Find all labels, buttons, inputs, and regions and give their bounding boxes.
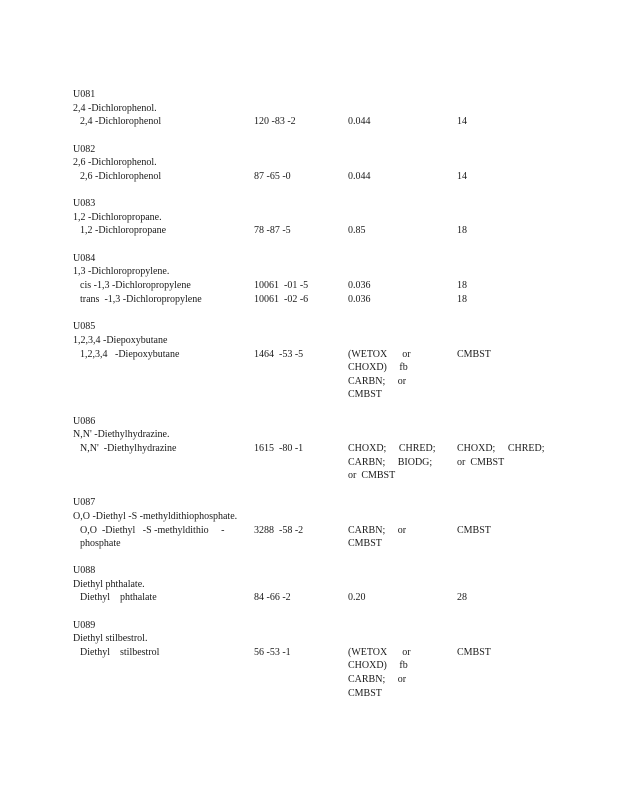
waste-title: 1,2 -Dichloropropane. bbox=[73, 211, 162, 223]
wastewater-standard-line: or CMBST bbox=[348, 470, 396, 482]
constituent-row bbox=[73, 646, 593, 700]
cas-number: 56 -53 -1 bbox=[254, 646, 291, 658]
wastewater-standard-line: CARBN; BIODG; bbox=[348, 456, 433, 468]
constituent-name bbox=[73, 348, 250, 362]
nonwastewater-standard bbox=[457, 524, 567, 538]
waste-title: 2,6 -Dichlorophenol. bbox=[73, 157, 157, 169]
waste-code: U084 bbox=[73, 252, 96, 264]
cas-number: 10061 -02 -6 bbox=[254, 293, 309, 305]
wastewater-standard bbox=[348, 115, 448, 129]
wastewater-standard-line: CMBST bbox=[348, 538, 382, 550]
nonwastewater-standard bbox=[457, 442, 567, 469]
wastewater-standard bbox=[348, 170, 448, 184]
waste-entry bbox=[73, 197, 593, 238]
waste-code: U081 bbox=[73, 89, 96, 100]
constituent-row bbox=[73, 591, 593, 605]
wastewater-standard-line: 0.036 bbox=[348, 293, 371, 305]
cas-number: 1615 -80 -1 bbox=[254, 443, 304, 455]
waste-title: N,N' -Diethylhydrazine. bbox=[73, 429, 170, 441]
constituent-name bbox=[73, 293, 250, 307]
waste-code: U086 bbox=[73, 415, 96, 427]
constituent-name bbox=[73, 115, 250, 129]
nonwastewater-standard bbox=[457, 115, 567, 129]
nonwastewater-standard-line: 18 bbox=[457, 279, 467, 291]
cas-number: 120 -83 -2 bbox=[254, 116, 296, 128]
constituent-name bbox=[73, 524, 250, 551]
constituent-name-line: 1,2 -Dichloropropane bbox=[80, 225, 167, 237]
cas-number: 10061 -01 -5 bbox=[254, 279, 309, 291]
wastewater-standard bbox=[348, 442, 448, 483]
waste-title: 1,2,3,4 -Diepoxybutane bbox=[73, 334, 168, 346]
wastewater-standard-line: CARBN; or bbox=[348, 674, 407, 685]
constituent-name bbox=[73, 591, 250, 605]
waste-title: Diethyl stilbestrol. bbox=[73, 633, 148, 645]
constituent-name bbox=[73, 170, 250, 184]
nonwastewater-standard-line: CHOXD; CHRED; bbox=[457, 443, 545, 455]
nonwastewater-standard-line: CMBST bbox=[457, 348, 491, 360]
nonwastewater-standard-line: 18 bbox=[457, 293, 467, 305]
constituent-name-line: cis -1,3 -Dichloropropylene bbox=[80, 279, 191, 291]
nonwastewater-standard bbox=[457, 646, 567, 660]
wastewater-standard bbox=[348, 293, 448, 307]
constituent-row bbox=[73, 524, 593, 551]
constituent-row bbox=[73, 442, 593, 483]
constituent-name-line: 2,6 -Dichlorophenol bbox=[80, 170, 162, 182]
cas-number: 87 -65 -0 bbox=[254, 170, 291, 182]
waste-entry bbox=[73, 143, 593, 184]
cas-number: 78 -87 -5 bbox=[254, 225, 291, 237]
document-body bbox=[73, 88, 593, 713]
constituent-name bbox=[73, 279, 250, 293]
nonwastewater-standard-line: 14 bbox=[457, 170, 467, 182]
wastewater-standard bbox=[348, 348, 448, 402]
constituent-name-line: phosphate bbox=[80, 538, 121, 550]
waste-code: U089 bbox=[73, 619, 96, 631]
waste-entry bbox=[73, 320, 593, 401]
nonwastewater-standard bbox=[457, 293, 567, 307]
waste-title: 2,4 -Dichlorophenol. bbox=[73, 102, 157, 114]
constituent-row bbox=[73, 348, 593, 402]
waste-entry bbox=[73, 496, 593, 550]
wastewater-standard-line: 0.85 bbox=[348, 225, 366, 237]
nonwastewater-standard bbox=[457, 348, 567, 362]
waste-code: U087 bbox=[73, 497, 96, 509]
wastewater-standard-line: 0.044 bbox=[348, 170, 371, 182]
cas-number: 3288 -58 -2 bbox=[254, 524, 304, 536]
wastewater-standard-line: CHOXD) fb bbox=[348, 660, 408, 672]
constituent-name bbox=[73, 646, 250, 660]
wastewater-standard-line: (WETOX or bbox=[348, 646, 411, 658]
waste-entry bbox=[73, 252, 593, 307]
constituent-name bbox=[73, 442, 250, 456]
constituent-name-line: O,O -Diethyl -S -methyldithio - bbox=[80, 524, 225, 536]
wastewater-standard-line: 0.20 bbox=[348, 592, 366, 604]
wastewater-standard bbox=[348, 279, 448, 293]
nonwastewater-standard-line: or CMBST bbox=[457, 456, 505, 468]
waste-title: Diethyl phthalate. bbox=[73, 578, 145, 590]
nonwastewater-standard-line: 14 bbox=[457, 116, 467, 128]
nonwastewater-standard-line: 18 bbox=[457, 225, 467, 237]
cas-number: 84 -66 -2 bbox=[254, 592, 291, 604]
nonwastewater-standard bbox=[457, 170, 567, 184]
constituent-row bbox=[73, 224, 593, 238]
waste-entry bbox=[73, 88, 593, 129]
constituent-name-line: 1,2,3,4 -Diepoxybutane bbox=[80, 348, 180, 360]
nonwastewater-standard-line: CMBST bbox=[457, 524, 491, 536]
constituent-row bbox=[73, 293, 593, 307]
constituent-name-line: N,N' -Diethylhydrazine bbox=[80, 443, 177, 455]
wastewater-standard-line: 0.036 bbox=[348, 279, 371, 291]
nonwastewater-standard bbox=[457, 591, 567, 605]
wastewater-standard-line: CARBN; or bbox=[348, 524, 407, 536]
waste-code: U082 bbox=[73, 143, 96, 155]
wastewater-standard-line: (WETOX or bbox=[348, 348, 411, 360]
waste-code: U085 bbox=[73, 321, 96, 333]
constituent-row bbox=[73, 115, 593, 129]
wastewater-standard-line: CHOXD) fb bbox=[348, 362, 408, 374]
wastewater-standard-line: 0.044 bbox=[348, 116, 371, 128]
waste-code: U088 bbox=[73, 565, 96, 577]
constituent-name-line: Diethyl stilbestrol bbox=[80, 646, 160, 658]
wastewater-standard bbox=[348, 224, 448, 238]
constituent-name bbox=[73, 224, 250, 238]
waste-title: O,O -Diethyl -S -methyldithiophosphate. bbox=[73, 511, 238, 523]
constituent-name-line: trans -1,3 -Dichloropropylene bbox=[80, 293, 202, 305]
wastewater-standard bbox=[348, 524, 448, 551]
waste-entry bbox=[73, 415, 593, 483]
nonwastewater-standard-line: 28 bbox=[457, 592, 467, 604]
waste-title: 1,3 -Dichloropropylene. bbox=[73, 266, 170, 278]
wastewater-standard bbox=[348, 591, 448, 605]
wastewater-standard bbox=[348, 646, 448, 700]
nonwastewater-standard bbox=[457, 224, 567, 238]
wastewater-standard-line: CARBN; or bbox=[348, 375, 407, 387]
constituent-name-line: 2,4 -Dichlorophenol bbox=[80, 116, 162, 128]
waste-entry bbox=[73, 619, 593, 700]
constituent-row bbox=[73, 279, 593, 293]
wastewater-standard-line: CMBST bbox=[348, 389, 382, 401]
nonwastewater-standard-line: CMBST bbox=[457, 646, 491, 658]
constituent-name-line: Diethyl phthalate bbox=[80, 592, 157, 604]
waste-entry bbox=[73, 564, 593, 605]
wastewater-standard-line: CHOXD; CHRED; bbox=[348, 443, 436, 455]
nonwastewater-standard bbox=[457, 279, 567, 293]
waste-code: U083 bbox=[73, 198, 96, 210]
wastewater-standard-line: CMBST bbox=[348, 687, 382, 699]
constituent-row bbox=[73, 170, 593, 184]
cas-number: 1464 -53 -5 bbox=[254, 348, 304, 360]
